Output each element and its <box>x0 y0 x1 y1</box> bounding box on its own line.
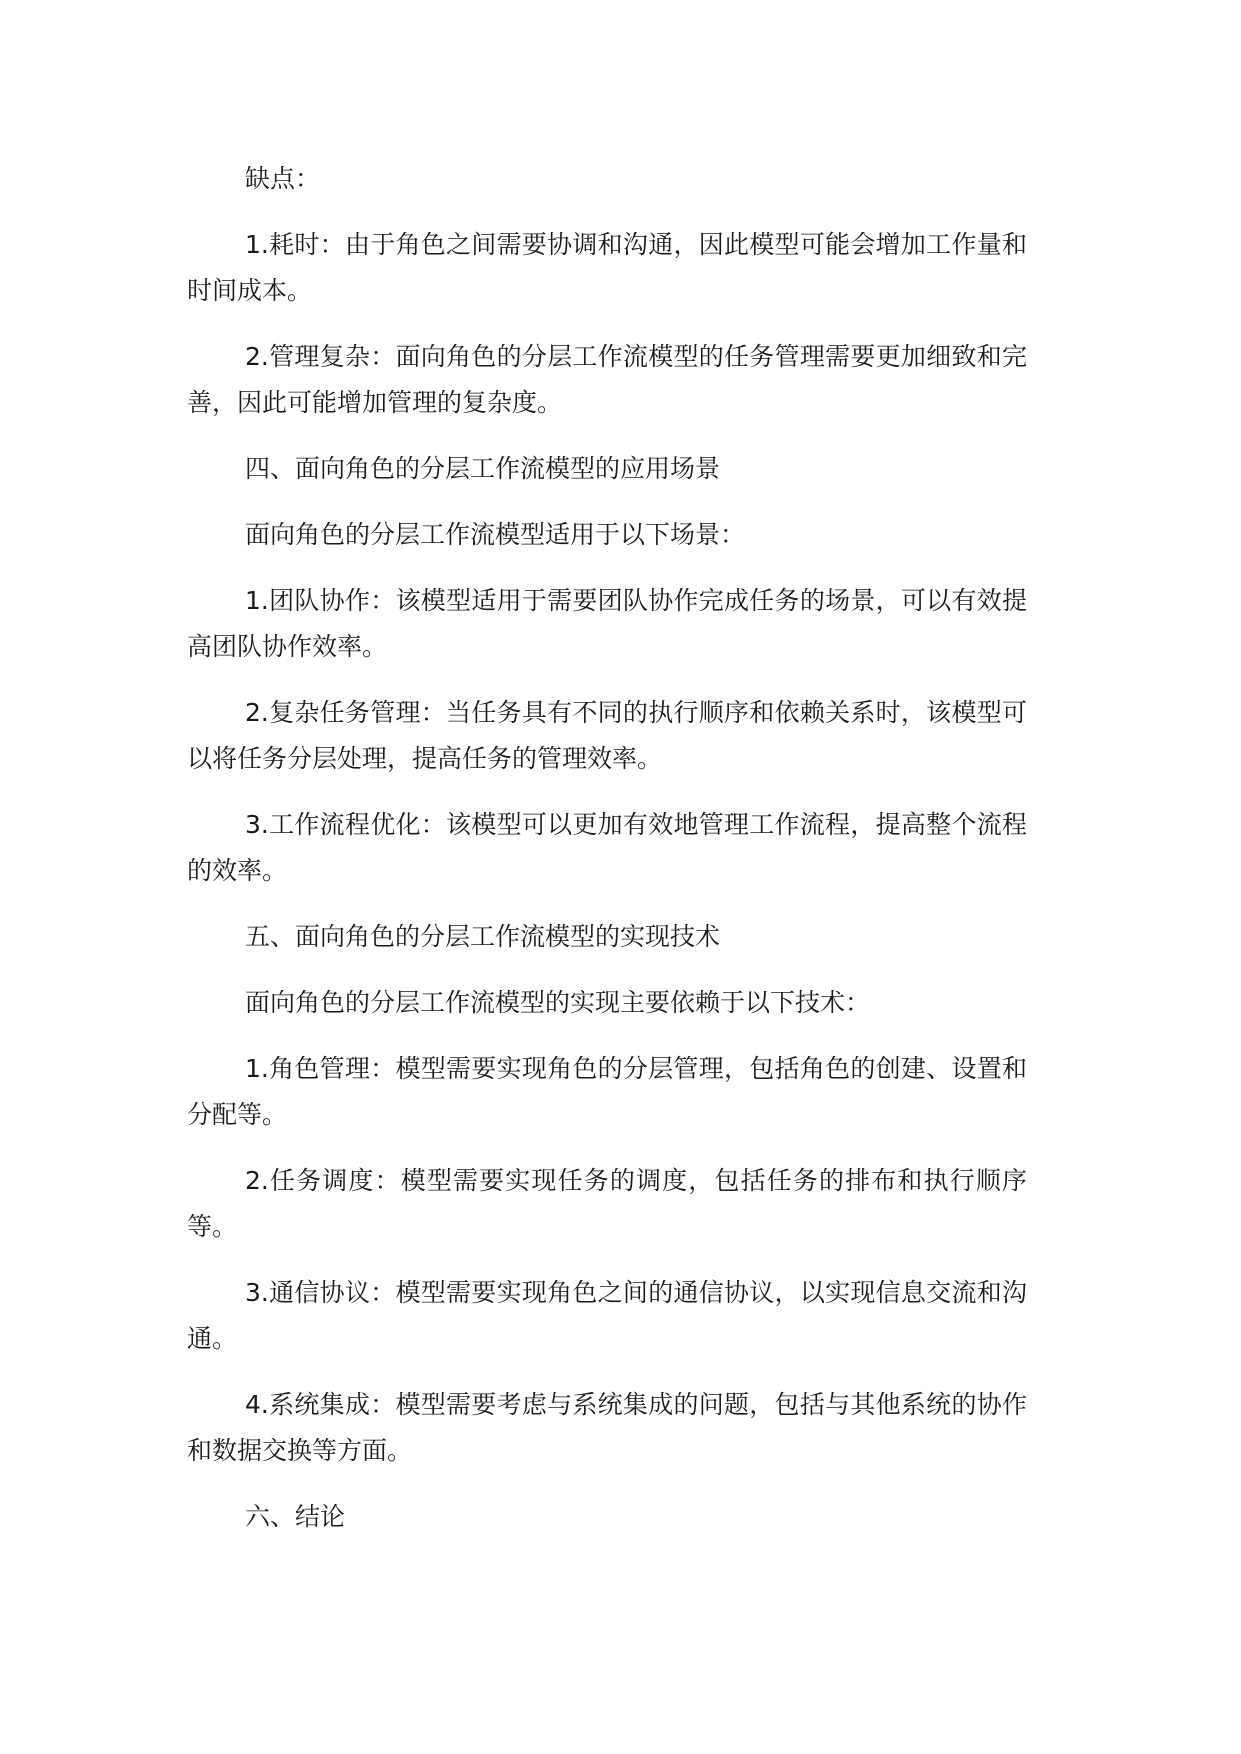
paragraph-disadvantages-heading: 缺点： <box>245 164 321 193</box>
paragraph-communication-protocol: 3.通信协议：模型需要实现角色之间的通信协议，以实现信息交流和沟通。 <box>187 1278 1027 1353</box>
document-body <box>187 156 1027 1560</box>
paragraph-complex-management: 2.管理复杂：面向角色的分层工作流模型的任务管理需要更加细致和完善，因此可能增加管理的复杂度。 <box>187 342 1027 417</box>
section-heading-conclusion: 六、结论 <box>245 1502 346 1531</box>
paragraph-complex-task-management: 2.复杂任务管理：当任务具有不同的执行顺序和依赖关系时，该模型可以将任务分层处理，提高任务的管理效率。 <box>187 698 1027 773</box>
paragraph-time-consuming: 1.耗时：由于角色之间需要协调和沟通，因此模型可能会增加工作量和时间成本。 <box>187 230 1027 305</box>
paragraph-techniques-intro: 面向角色的分层工作流模型的实现主要依赖于以下技术： <box>245 988 871 1017</box>
section-heading-implementation-techniques: 五、面向角色的分层工作流模型的实现技术 <box>245 922 721 951</box>
paragraph-team-collaboration: 1.团队协作：该模型适用于需要团队协作完成任务的场景，可以有效提高团队协作效率。 <box>187 586 1027 661</box>
paragraph-task-scheduling: 2.任务调度：模型需要实现任务的调度，包括任务的排布和执行顺序等。 <box>187 1166 1027 1241</box>
paragraph-role-management: 1.角色管理：模型需要实现角色的分层管理，包括角色的创建、设置和分配等。 <box>187 1054 1027 1129</box>
paragraph-system-integration: 4.系统集成：模型需要考虑与系统集成的问题，包括与其他系统的协作和数据交换等方面。 <box>187 1390 1027 1465</box>
section-heading-application-scenarios: 四、面向角色的分层工作流模型的应用场景 <box>245 454 721 483</box>
paragraph-workflow-optimization: 3.工作流程优化：该模型可以更加有效地管理工作流程，提高整个流程的效率。 <box>187 810 1027 885</box>
paragraph-scenarios-intro: 面向角色的分层工作流模型适用于以下场景： <box>245 520 746 549</box>
